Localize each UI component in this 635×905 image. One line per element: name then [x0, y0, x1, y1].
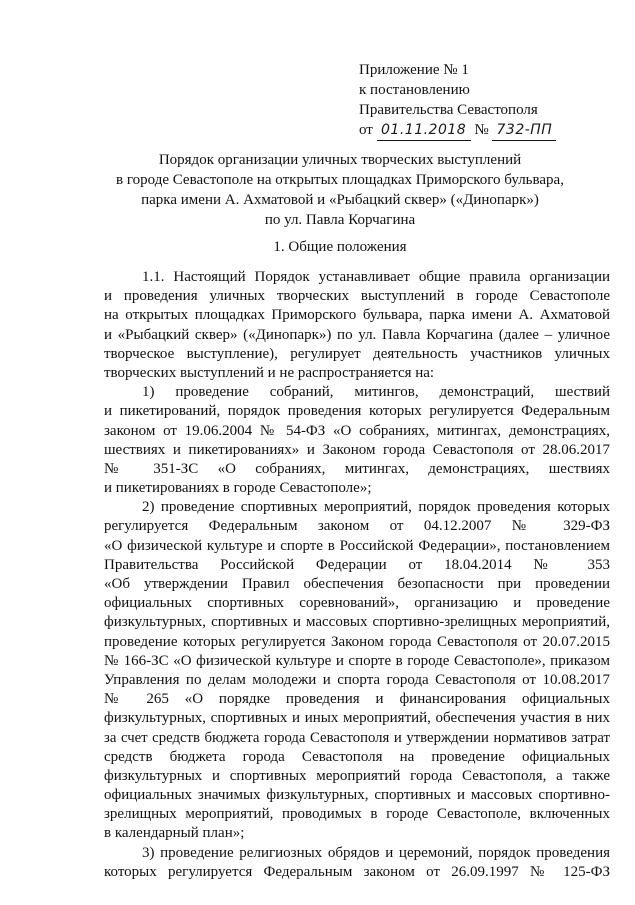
appendix-title: Приложение № 1: [359, 62, 469, 78]
appendix-date-number-row: [359, 120, 619, 141]
text-line: и проведения уличных творческих выступлений в городе Севастополе: [104, 288, 610, 305]
text-line: физкультурных, спортивных и иных мероприятий, обеспечения участия в них: [104, 710, 610, 727]
text-line: 1.1. Настоящий Порядок устанавливает общие правила организации: [142, 269, 610, 285]
title-line: в городе Севастополе на открытых площадках Приморского бульвара,: [116, 172, 564, 188]
text-line: физкультурных и спортивных мероприятий города Севастополя, а также: [104, 767, 610, 784]
title-line: Порядок организации уличных творческих выступлений: [158, 152, 522, 168]
text-line: Управления по делам молодежи и спорта города Севастополя от 10.08.2017: [104, 671, 610, 688]
text-line: № 166-ЗС «О физической культуре и спорте в городе Севастополе», приказом: [104, 652, 610, 669]
date-prefix: от: [359, 122, 373, 138]
text-line: которых регулируется Федеральным законом от 26.09.1997 № 125-ФЗ: [104, 863, 610, 880]
text-line: официальных значимых физкультурных, спортивных и массовых спортивно-: [104, 787, 610, 804]
text-line: за счет средств бюджета города Севастополя и утверждении нормативов затрат: [104, 729, 610, 746]
text-line: 3) проведение религиозных обрядов и церемоний, порядок проведения: [142, 844, 610, 861]
number-prefix: №: [474, 122, 489, 138]
text-line: законом от 19.06.2004 № 54-ФЗ «О собраниях, митингах, демонстрациях,: [104, 422, 610, 439]
handwritten-number: 732-ПП: [492, 120, 556, 141]
text-line: и «Рыбацкий сквер» («Динопарк») по ул. Павла Корчагина (далее – уличное: [104, 326, 610, 343]
text-line: в календарный план»;: [104, 825, 245, 842]
handwritten-date: 01.11.2018: [377, 120, 471, 141]
text-line: официальных спортивных соревнований», организацию и проведение: [104, 595, 610, 612]
text-line: 2) проведение спортивных мероприятий, порядок проведения которых: [142, 499, 610, 516]
text-line: № 265 «О порядке проведения и финансирования официальных: [104, 691, 610, 708]
text-line: «Об утверждении Правил обеспечения безопасности при проведении: [104, 576, 610, 592]
title-line: парка имени А. Ахматовой и «Рыбацкий сквер» («Динопарк»): [141, 192, 539, 208]
appendix-reference: к постановлению: [359, 82, 470, 98]
text-line: и пикетированиях в городе Севастополе»;: [104, 480, 372, 497]
section-heading: 1. Общие положения: [273, 239, 407, 255]
document-title: [60, 150, 620, 230]
appendix-block: [359, 60, 619, 141]
title-line: по ул. Павла Корчагина: [264, 212, 416, 228]
text-line: зрелищных мероприятий, проводимых в городе Севастополе, включенных: [104, 806, 610, 823]
text-line: средств бюджета города Севастополя на проведение официальных: [104, 748, 610, 765]
text-line: шествиях и пикетированиях» и Законом города Севастополя от 28.06.2017: [104, 441, 610, 458]
text-line: физкультурных, спортивных и массовых спортивно-зрелищных мероприятий,: [104, 614, 610, 631]
text-line: 1) проведение собраний, митингов, демонстраций, шествий: [142, 384, 610, 401]
text-line: регулируется Федеральным законом от 04.12.2007 № 329-ФЗ: [104, 518, 610, 535]
document-body: [104, 268, 610, 882]
text-line: и пикетирований, порядок проведения которых регулируется Федеральным: [104, 403, 610, 420]
text-line: творческое выступление), регулирует деятельность участников уличных: [104, 345, 610, 362]
text-line: на открытых площадках Приморского бульвара, парка имени А. Ахматовой: [104, 307, 610, 324]
text-line: № 351-ЗС «О собраниях, митингах, демонстрациях, шествиях: [104, 460, 610, 477]
text-line: проведение которых регулируется Законом города Севастополя от 20.07.2015: [104, 633, 610, 650]
text-line: «О физической культуре и спорте в Российской Федерации», постановлением: [104, 537, 610, 554]
appendix-authority: Правительства Севастополя: [359, 102, 538, 118]
text-line: творческих выступлений и не распространяется на:: [104, 364, 435, 381]
text-line: Правительства Российской Федерации от 18.04.2014 № 353: [104, 556, 610, 573]
